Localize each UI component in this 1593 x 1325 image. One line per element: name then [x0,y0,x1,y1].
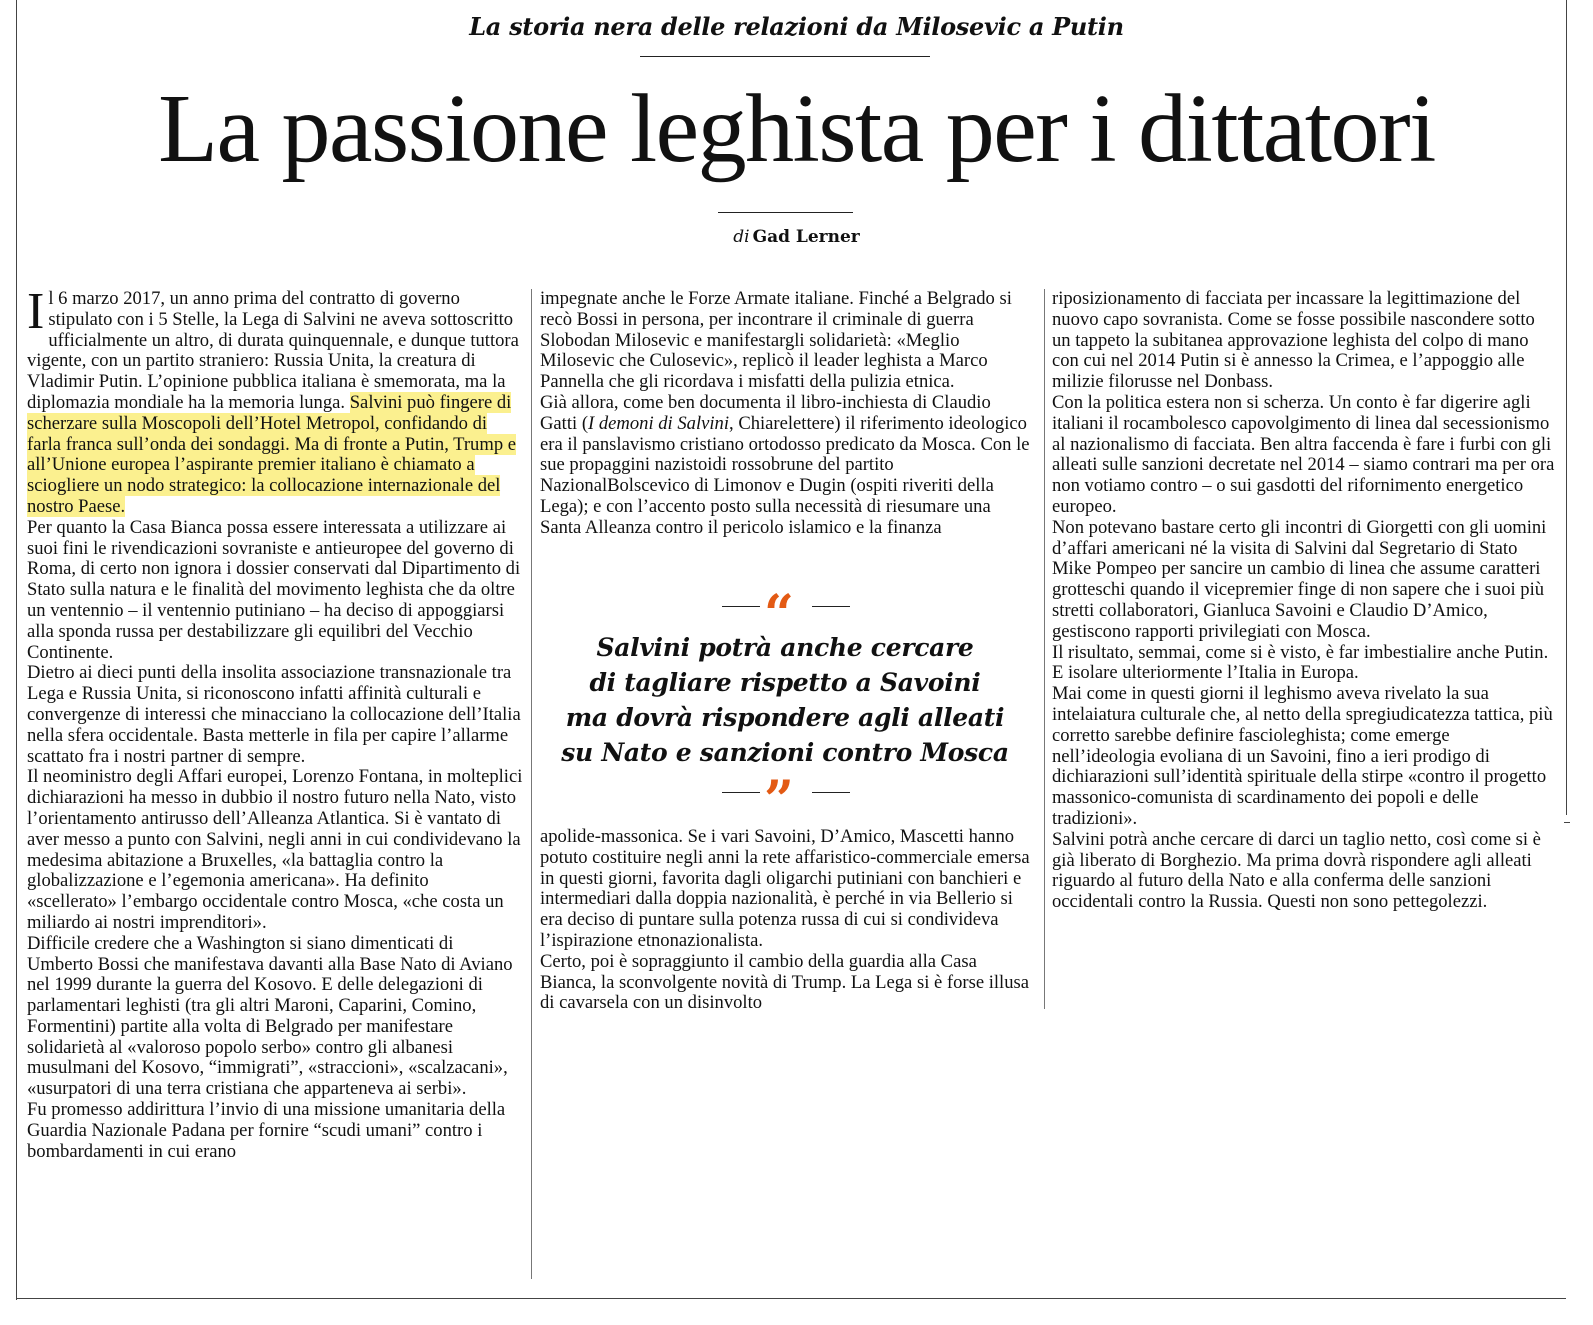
column-separator [531,289,532,1279]
author-name: Gad Lerner [752,227,860,247]
paragraph: Il neoministro degli Affari europei, Lorenzo Fontana, in molteplici dichiarazioni ha messo in dubbio il nostro futuro nella Nato, visto l’orientamento antirusso dell’Alleanza Atlantica. Si è vantato di aver messo a punto con Salvini, negli anni in cui condividevano la medesima abitazione a Bruxelles, «la battaglia contro la globalizzazione e l’egemonia americana». Ha definito «scellerato» l’embargo occidentale contro Mosca, «che costa un miliardo ai nostri imprenditori». [27,766,523,933]
paragraph: Non potevano bastare certo gli incontri di Giorgetti con gli uomini d’affari americani né la visita di Salvini dal Segretario di Stato Mike Pompeo per sancire un cambio di linea che assume caratteri grotteschi quando il vicepremier finge di non sapere che i suoi più stretti collaboratori, Gianluca Savoini e Claudio D’Amico, gestiscono rapporti privilegiati con Mosca. [1052,516,1547,642]
byline [0,227,1593,247]
pullquote-line: su Nato e sanzioni contro Mosca [561,738,1009,767]
paragraph: Il risultato, semmai, come si è visto, è far imbestialire anche Putin. E isolare ulteriormente l’Italia in Europa. [1052,641,1549,684]
open-quote-icon: “ [764,584,794,645]
paragraph-text: l 6 marzo 2017, un anno prima del contratto di governo stipulato con i 5 Stelle, la Lega di Salvini ne aveva sottoscritto ufficialmente un altro, di durata quinquennale, e dunque tuttora vigente, con un partito straniero: Russia Unita, la creatura di Vladimir Putin. L’opinione pubblica italiana è smemorata, ma la diplomazia mondiale ha la memoria lunga. [27,288,519,413]
paragraph: Per quanto la Casa Bianca possa essere interessata a utilizzare ai suoi fini le rivendicazioni sovraniste e antieuropee del governo di Roma, di certo non ignora i dossier conservati dal Dipartimento di Stato sulla natura e le finalità del movimento leghista che da oltre un ventennio – il ventennio putiniano – ha deciso di appoggiarsi alla sponda russa per destabilizzare gli equilibri del Vecchio Continente. [27,516,521,663]
paragraph: Fu promesso addirittura l’invio di una missione umanitaria della Guardia Nazionale Padana per fornire “scudi umani” contro i bombardamenti in cui erano [27,1099,506,1162]
page-border-tick [1564,822,1570,823]
pullquote-line: ma dovrà rispondere agli alleati [565,703,1005,732]
byline-rule [718,212,853,213]
book-title: I demoni di Salvini [588,412,730,434]
paragraph: Certo, poi è sopraggiunto il cambio della guardia alla Casa Bianca, la sconvolgente novità di Trump. La Lega si è forse illusa di cavarsela con un disinvolto [540,950,1030,1014]
paragraph: Con la politica estera non si scherza. Un conto è far digerire agli italiani il rocambolesco capovolgimento di linea dal secessionismo al nazionalismo di facciata. Ben altra faccenda è fare i furbi con gli alleati sulle sanzioni decretate nel 2014 – siamo contrari ma per ora non votiamo contro – o sui gasdotti del rifornimento energetico europeo. [1052,391,1555,517]
headline: La passione leghista per i dittatori [158,75,1435,183]
paragraph: Dietro ai dieci punti della insolita associazione transnazionale tra Lega e Russia Unita, si riconoscono infatti affinità culturali e convergenze di interessi che minacciano la collocazione dell’Italia nella sfera occidentale. Basta metterle in fila per capire l’allarme scattato fra i nostri partner di sempre. [27,662,521,767]
article-column-1 [27,283,523,1162]
paragraph: apolide-massonica. Se i vari Savoini, D’Amico, Mascetti hanno potuto costituire negli anni la rete affaristico-commerciale emersa in questi giorni, favorita dagli oligarchi putiniani con banchieri e intermediari dalla doppia nazionalità, è perché in via Bellerio si era deciso di puntare sulla potenza russa di cui si condivideva l’ispirazione etnonazionalista. [540,826,1030,951]
paragraph: Difficile credere che a Washington si siano dimenticati di Umberto Bossi che manifestava davanti alla Base Nato di Aviano nel 1999 durante la guerra del Kosovo. E delle delegazioni di parlamentari leghisti (tra gli altri Maroni, Caparini, Comino, Formentini) partite alla volta di Belgrado per manifestare solidarietà al «valoroso popolo serbo» contro gli albanesi musulmani del Kosovo, “immigrati”, «straccioni», «scalzacani», «usurpatori di una terra cristiana che apparteneva ai serbi». [27,932,513,1100]
kicker: La storia nera delle relazioni da Milosevic a Putin [469,12,1124,41]
drop-cap: I [27,283,45,340]
paragraph: riposizionamento di facciata per incassare la legittimazione del nuovo capo sovranista. Come se fosse possibile nascondere sotto un tappeto la subitanea approvazione leghista del colpo di mano con cui nel 2014 Putin si è annesso la Crimea, e l’appoggio alle milizie filorusse nel Donbass. [1052,288,1535,393]
pullquote-line: Salvini potrà anche cercare [596,633,974,662]
close-quote-icon: ” [764,770,794,831]
pullquote-rule-left-top [722,606,760,607]
pullquote [540,630,1030,770]
article-column-3 [1052,289,1557,913]
page-border-bottom [16,1298,1566,1299]
byline-prefix: di [733,227,750,247]
paragraph [27,283,523,518]
page-border-left [16,0,17,1300]
pullquote-rule-right-top [812,606,850,607]
pullquote-rule-left-bottom [722,792,760,793]
paragraph: Mai come in questi giorni il leghismo aveva rivelato la sua intelaiatura culturale che, al netto della spregiudicatezza tattica, più corretto sarebbe definire fascioleghista; come emerge nell’ideologia evoliana di un Savoini, fino a ieri prodigo di dichiarazioni sull’identità spirituale della stirpe «contro il progetto massonico-comunista di scardinamento dei popoli e delle tradizioni». [1052,683,1553,829]
paragraph [540,393,1030,539]
pullquote-line: di tagliare rispetto a Savoini [589,668,981,697]
paragraph: impegnate anche le Forze Armate italiane. Finché a Belgrado si recò Bossi in persona, per incontrare il criminale di guerra Slobodan Milosevic e manifestargli solidarietà: «Meglio Milosevic che Culosevic», replicò il leader leghista a Marco Pannella che gli ricordava i misfatti della pulizia etnica. [540,288,1012,393]
paragraph-text: , Chiarelettere) il riferimento ideologico era il panslavismo cristiano ortodosso predicato da Mosca. Con le sue propaggini nazistoidi rossobrune del partito NazionalBolscevico di Limonov e Dugin (ospiti riveriti della Lega); e con l’accento posto sulla necessità di riesumare una Santa Alleanza contro il pericolo islamico e la finanza [540,412,1030,538]
kicker-rule [640,56,930,57]
article-column-2-bottom [540,827,1030,1014]
highlighted-text: Salvini può fingere di scherzare sulla Moscopoli dell’Hotel Metropol, confidando di farla franca sull’onda dei sondaggi. Ma di fronte a Putin, Trump e all’Unione europea l’aspirante premier italiano è chiamato a sciogliere un nodo strategico: la collocazione internazionale del nostro Paese. [27,391,517,517]
pullquote-rule-right-bottom [812,792,850,793]
paragraph-text: Già allora, come ben documenta il libro-inchiesta di Claudio Gatti ( [540,391,991,434]
article-column-2-top [540,289,1030,539]
paragraph: Salvini potrà anche cercare di darci un taglio netto, così come si è già liberato di Borghezio. Ma prima dovrà rispondere agli alleati riguardo al futuro della Nato e alla conferma delle sanzioni occidentali contro la Russia. Questi non sono pettegolezzi. [1052,828,1541,913]
column-separator [1044,289,1045,1009]
